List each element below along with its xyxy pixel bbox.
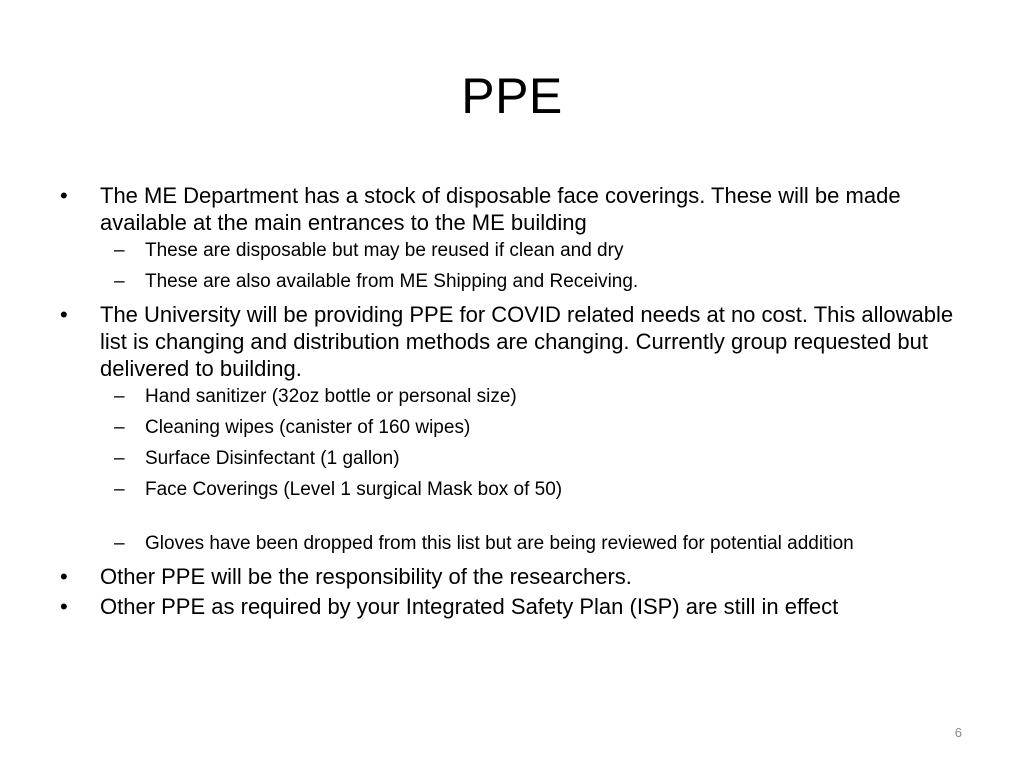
sub-bullet-text: These are disposable but may be reused if clean and dry (145, 240, 624, 261)
sub-bullet-text: Surface Disinfectant (1 gallon) (145, 448, 400, 469)
slide-content (60, 182, 980, 623)
bullet-text: Other PPE as required by your Integrated Safety Plan (ISP) are still in effect (100, 594, 839, 619)
sub-bullet-marker: – (114, 479, 125, 500)
sub-bullet-item (60, 478, 980, 502)
spacer (60, 509, 980, 532)
bullet-text: Other PPE will be the responsibility of the researchers. (100, 564, 632, 589)
bullet-item (60, 182, 980, 236)
sub-bullet-text: Face Coverings (Level 1 surgical Mask box of 50) (145, 479, 563, 500)
sub-bullet-marker: – (114, 271, 125, 292)
slide-title: PPE (461, 68, 563, 124)
bullet-marker: • (60, 183, 68, 208)
sub-bullet-marker: – (114, 417, 125, 438)
sub-bullet-item (60, 385, 980, 409)
page-number: 6 (954, 725, 962, 740)
bullet-item (60, 563, 980, 590)
sub-bullet-marker: – (114, 448, 125, 469)
sub-bullet-text: Cleaning wipes (canister of 160 wipes) (145, 417, 471, 438)
sub-bullet-text: These are also available from ME Shipping and Receiving. (145, 271, 639, 292)
sub-bullet-item (60, 447, 980, 471)
sub-bullet-marker: – (114, 240, 125, 261)
bullet-item (60, 593, 980, 620)
bullet-marker: • (60, 594, 68, 619)
sub-bullet-marker: – (114, 533, 125, 554)
bullet-text: The ME Department has a stock of disposable face coverings. These will be made available at the main entrances to the ME building (100, 183, 901, 235)
sub-bullet-item (60, 416, 980, 440)
sub-bullet-text: Gloves have been dropped from this list but are being reviewed for potential addition (145, 533, 854, 554)
sub-bullet-item (60, 532, 980, 556)
sub-bullet-text: Hand sanitizer (32oz bottle or personal size) (145, 386, 517, 407)
sub-bullet-item (60, 239, 980, 263)
bullet-text: The University will be providing PPE for COVID related needs at no cost. This allowable list is changing and distribution methods are changing. Currently group requested but delivered to building. (100, 302, 954, 381)
bullet-marker: • (60, 564, 68, 589)
bullet-item (60, 301, 980, 382)
bullet-marker: • (60, 302, 68, 327)
sub-bullet-marker: – (114, 386, 125, 407)
sub-bullet-item (60, 270, 980, 294)
